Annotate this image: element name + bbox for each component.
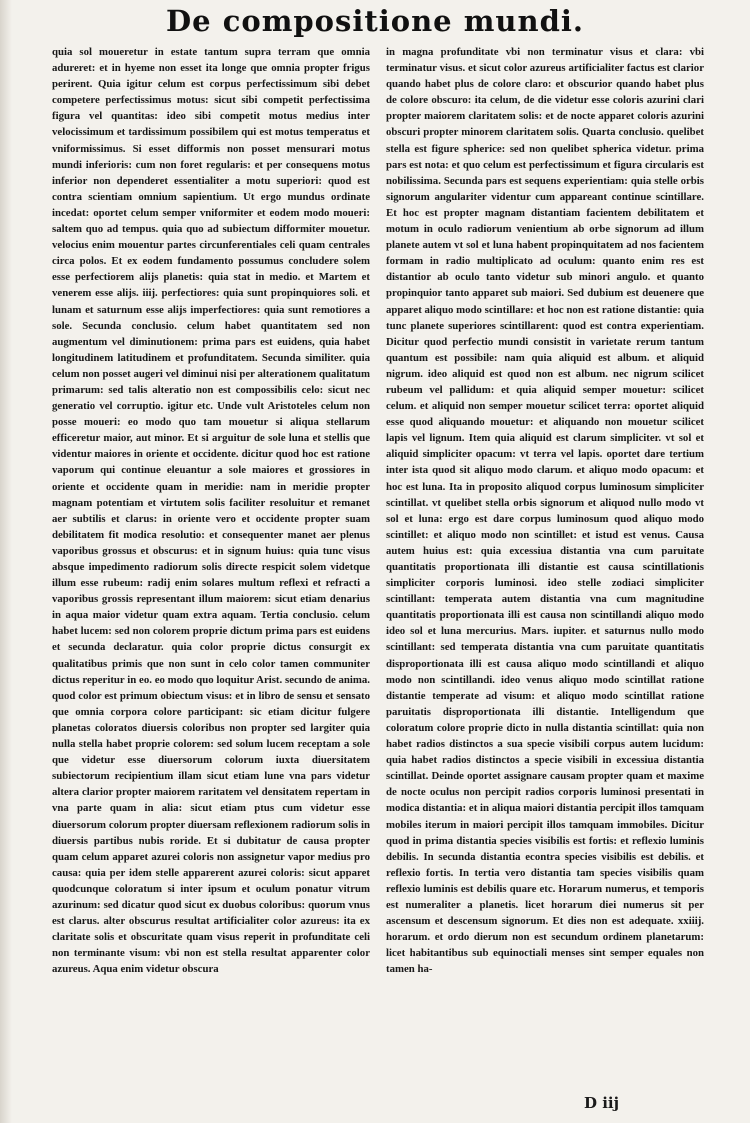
running-head: De compositione mundi. <box>166 4 584 38</box>
column-text: quia sol moueretur in estate tantum supra terram que omnia adureret: et in hyeme non esset ita longe que omnia propter frigus perirent. Quia igitur celum est corpus perfectissimum sibi debet competere perfectissimus motus: sicut sibi competit perfectissima figura vel quantitas: ideo sibi competit motus medius inter velocissimum et tardissimum possibilem qui est motus temperatus et vniformissimus. Si esset difformis non posset mensurari motus mundi inferioris: cum non foret regularis: et per consequens motus inferior non dependeret essentialiter a motu superiori: quod est contra scientiam omnium sapientium. Ut ergo mundus ordinate incedat: oportet celum semper vniformiter et eodem modo moueri: saltem quo ad tempus. quia quo ad subiectum difformiter mouetur. velocius enim mouentur partes circunferentiales celi quam centrales circa polos. Et ex eodem fundamento possumus concludere solem esse perfectiorem alijs planetis: quia stat in medio. et Martem et venerem esse alijs. iiij. perfectiores: quia sunt propinquiores soli. et lunam et saturnum esse alijs imperfectiores: quia sunt remotiores a sole. Secunda conclusio. celum habet quantitatem sed non augmentum vel diminutionem: prima pars est euidens, quia habet longitudinem latitudinem et profunditatem. Secunda similiter. quia celum non posset augeri vel diminui nisi per alterationem qualitatum primarum: sed talis alteratio non est compossibilis celo: sicut nec generatio vel corruptio. igitur etc. Unde vult Aristoteles celum non posse moueri: eo modo quo tam mouetur si aliqua stellarum efficeretur maior, aut minor. Et si arguitur de sole luna et stellis que videntur maiores in oriente et occidente. dicitur quod hoc est ratione vaporum qui continue eleuantur a sole maiores et grossiores in oriente et occidente quam in meridie: nam in meridie propter magnam potentiam et virtutem solis faciliter resoluitur et remanet aer subtilis et clarus: in oriente vero et occidente propter suam debilitatem fit modica resolutio: et consequenter manet aer plenus vaporibus grossus et obscurus: et in signum huius: quia tunc visus absque impedimento radiorum solis directe respicit solem videtque illum esse rubeum: radij enim solares multum reflexi et refracti a vaporibus grossis representant illum maiorem: sicut etiam denarius in aqua maior videtur quam extra aquam. Tertia conclusio. celum habet lucem: sed non colorem proprie dictum prima pars est euidens et secunda declaratur. quia color proprie dictus consurgit ex qualitatibus primis que non sunt in celo color tamen communiter dictus reperitur in eo. eo modo quo loquitur Arist. secundo de anima. quod color est primum obiectum visus: et in libro de sensu et sensato que omnia corpora colore participant: sic etiam dicitur fulgere planetas coloratos diuersis coloribus non propter sed largiter quia nulla stella habet proprie colorem: sed solum lucem receptam a sole que videtur esse diuersorum colorum iuxta diuersitatem subiectorum recipientium illam sicut etiam lune vna pars videtur altera clarior propter maiorem raritatem vel densitatem repertam in vna parte quam in alia: sicut etiam ptus cum videtur esse diuersorum colorum propter diuersam reflexionem radiorum solis in diuersis partibus nubis roride. Et si dubitatur de causa propter quam celum apparet azurei coloris non assignetur vapor medius pro causa: quia per idem stelle apparerent azurei coloris: sicut apparet quodcunque coloratum si inter ipsum et oculum ponatur vitrum azurinum: sed dicatur quod sicut ex duobus coloribus: quorum vnus est clarus. alter obscurus resultat artificialiter color azureus: ita ex claritate solis et obscuritate quam visus reperit in profunditate celi non terminante visum: vbi non est stella resultat apparenter color azureus. Aqua enim videtur obscura <box>52 46 370 976</box>
signature-mark: D iij <box>584 1094 620 1112</box>
text-column-left <box>52 44 370 1094</box>
page-gutter-shadow <box>0 0 12 1123</box>
column-text: in magna profunditate vbi non terminatur visus et clara: vbi terminatur visus. et sicut color azureus artificialiter factus est clarior quando habet plus de colore claro: et obscurior quando habet plus de colore obscuro: ita celum, de die videtur esse coloris azurini clari propter maiorem claritatem solis: et de nocte apparet coloris azurini obscuri propter minorem claritatem solis. Quarta conclusio. quelibet stella est figure spherice: sed non quelibet spherica videtur. prima pars est nota: et quo celum est perfectissimum et figura circularis est nobilissima. Secunda pars est sequens experientiam: quia stelle orbis signorum angulariter videntur cum appareant continue scintillare. Et hoc est propter magnam distantiam facientem debilitatem et motum in oculo radiorum venientium ab orbe signorum ad illum planete autem vt sol et luna habent propinquitatem ad nos facientem formam in radio multiplicato ad oculum: quanto enim res est distantior ab oculo tanto videtur sub minori angulo. et quanto propinquior tanto apparet sub maiori. Sed dubium est deuenere que apparet aliquo modo scintillare: et hoc non est ratione distantie: quia tunc planete superiores scintillarent: quod est contra experientiam. Dicitur quod perfectio mundi consistit in varietate rerum tantum quantum est possibile: nam quia aliquid est album. et aliquid nigrum. ideo aliquid est quod non est album. nec nigrum scilicet rubeum vel pallidum: et quia aliquid semper mouetur: scilicet celum. et aliquid non semper mouetur scilicet terra: oportet aliquid esse quod aliquando mouetur: et aliquando non mouetur scilicet lapis vel lignum. Item quia aliquid est clarum simpliciter. vt sol et aliquid simpliciter opacum: vt terra vel lapis. oportet dare tertium inter ista quod sit aliquo modo clarum. et aliquo modo opacum: et hoc est luna. Ita in proposito aliquod corpus luminosum simpliciter scintillat. vt quelibet stella orbis signorum et aliquod nullo modo vt sol et luna: ergo est dare corpus luminosum quod aliquo modo scintillet: et aliquo modo non scintillet: et istud est venus. Causa autem huius est: quia excessiua distantia vna cum paruitate quantitatis proportionata illi distantie est causa scintillationis simpliciter corporis luminosi. ideo stelle zodiaci simpliciter scintillant: temperata autem distantia vna cum magnitudine quantitatis proportionata illi est causa non scintillandi aliquo modo ideo sol et luna mercurius. Mars. iupiter. et saturnus nullo modo scintillant: sed temperata distantia vna cum paruitate quantitatis disproportionata illi est causa aliquo modo scintillandi et aliquo modo non scintillandi. ideo venus aliquo modo scintillat ratione distantie temperate ad visum: et aliquo modo scintillat ratione paruitatis disproportionata illi distantie. Intelligendum que coloratum colore proprie dicto in nulla distantia scintillat: quia non habet radios distinctos a sua specie visibili corpus autem lucidum: quia habet radios distinctos a specie visibili in excessiua distantia scintillat. Deinde oportet assignare causam propter quam et maxime de nocte oculus non percipit radios corporis luminosi presentati in modica distantia: et in aliqua maiori distantia percipit illos tamquam mobiles iterum in maiori percipit illos tamquam immobiles. Dicitur quod in prima distantia species visibilis est fortis: et reflexio luminis debilis. In secunda distantia econtra species visibilis est debilis. et reflexio fortis. In tertia vero distantia tam species visibilis quam reflexio luminis est debilis quare etc. Horarum numerus, et temporis est numeraliter a planetis. licet horarum diei numerus sit per ascensum et descensum signorum. Et dies non est adequate. xxiiij. horarum. et ordo dierum non est secundum ordinem planetarum: licet habitantibus sub equinoctiali menses sint semper equales non tamen ha- <box>386 46 704 976</box>
text-column-right <box>386 44 704 1094</box>
